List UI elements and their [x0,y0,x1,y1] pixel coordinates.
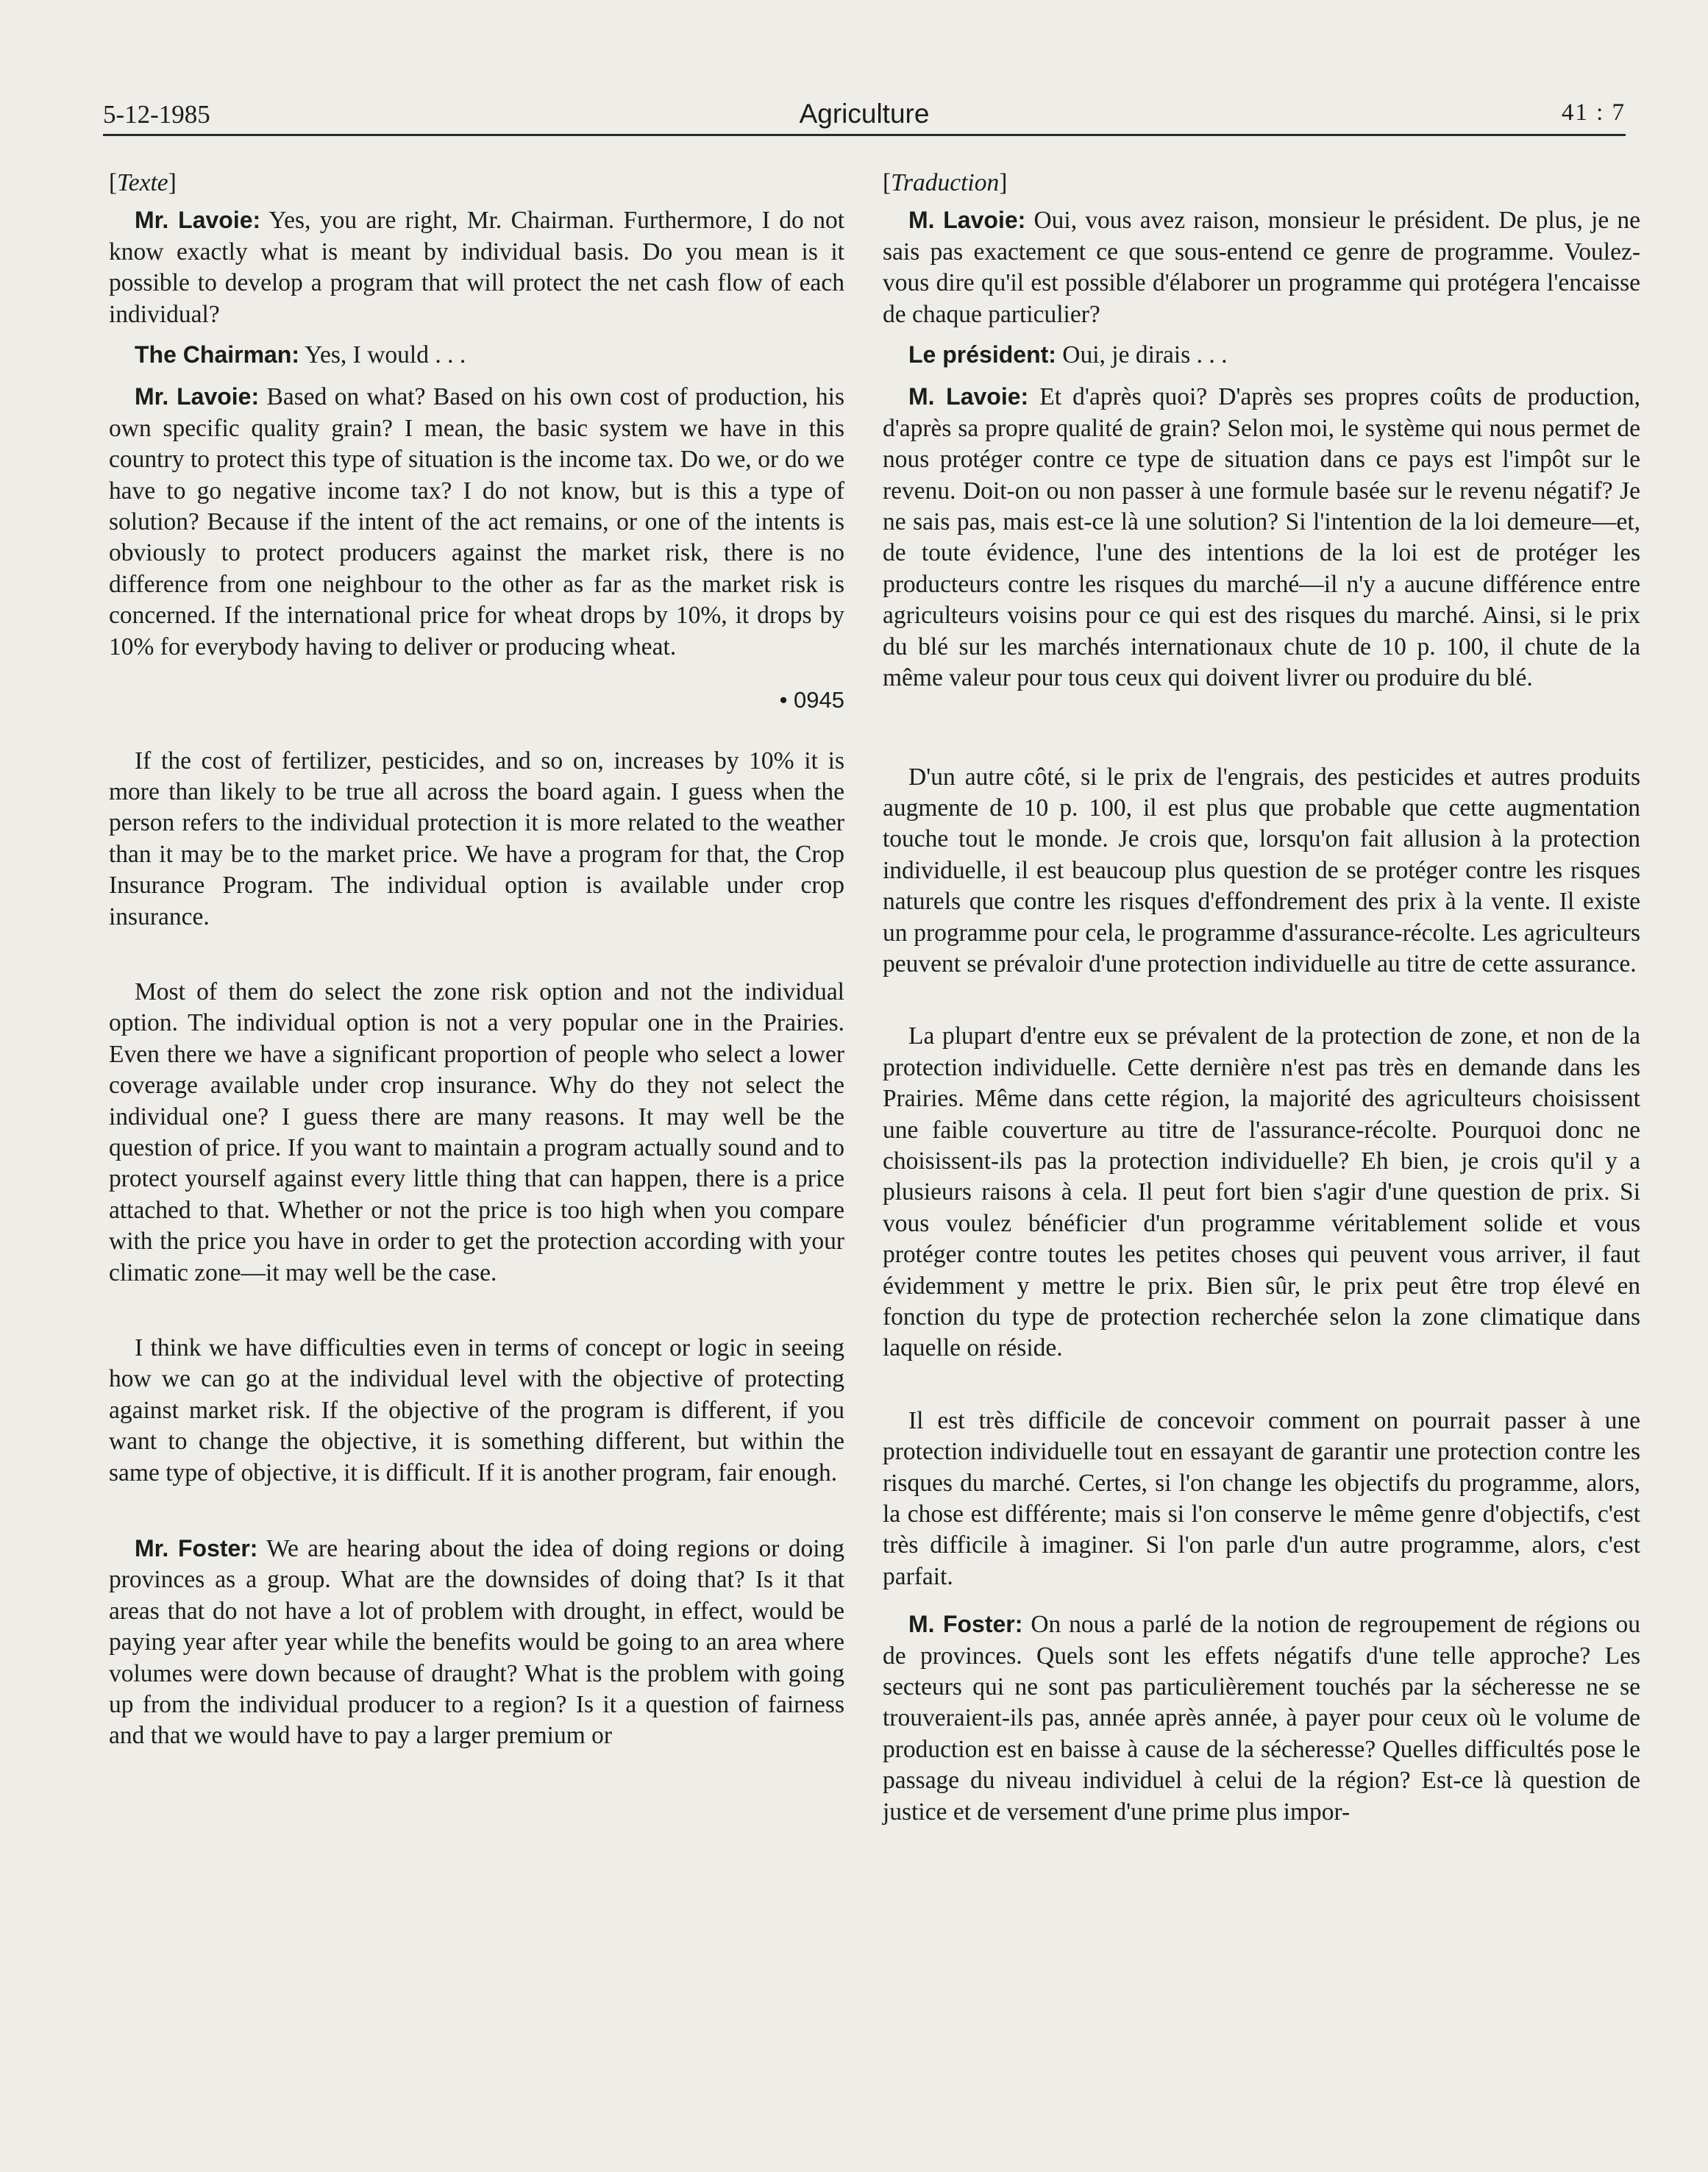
paragraph: Mr. Lavoie: Yes, you are right, Mr. Chairman. Furthermore, I do not know exactly what is meant by individual basis. Do you mean is it possible to develop a program that will protect the net cash flow of each individual? [109,207,845,328]
speaker-name: Mr. Lavoie: [135,207,261,234]
speaker-name: Mr. Lavoie: [135,383,260,410]
page-number: 41 : 7 [1561,99,1626,126]
column-label: [Traduction] [883,169,1008,196]
page-header [103,82,1626,136]
paragraph: La plupart d'entre eux se prévalent de la protection de zone, et non de la protection individuelle. Cette dernière n'est pas très en demande dans les Prairies. Même dans cette région, la majorité des agriculteurs choisissent une faible couverture au titre de l'assurance-récolte. Pourquoi donc ne choisissent-ils pas la protection individuelle? Eh bien, je crois qu'il y a plusieurs raisons à cela. Il peut fort bien s'agir d'une question de prix. Si vous voulez bénéficier d'un programme véritablement solide et vous protéger contre toutes les petites choses qui peuvent vous arriver, il faut évidemment y mettre le prix. Bien sûr, le prix peut être trop élevé en fonction du type de protection recherchée selon la zone climatique dans laquelle on réside. [883,1022,1640,1362]
page-date: 5-12-1985 [103,100,210,129]
time-marker: • 0945 [779,687,844,713]
paragraph: M. Lavoie: Et d'après quoi? D'après ses propres coûts de production, d'après sa propre qualité de grain? Selon moi, le système qui nous permet de nous protéger contre ce type de situation dans ce pays est l'impôt sur le revenu. Doit-on ou non passer à une formule basée sur le revenu négatif? Je ne sais pas, mais est-ce là une solution? Si l'intention de la loi demeure—et, de toute évidence, l'une des intentions de la loi est de protéger les producteurs contre les risques du marché—il n'y a aucune différence entre agriculteurs voisins pour ce qui est des risques du marché. Ainsi, si le prix du blé sur les marchés internationaux chute de 10 p. 100, il chute de la même valeur pour tous ceux qui doivent livrer ou produire du blé. [883,383,1640,692]
page-title: Agriculture [799,99,930,129]
paragraph: The Chairman: Yes, I would . . . [135,341,466,369]
paragraph: Most of them do select the zone risk option and not the individual option. The individual option is not a very popular one in the Prairies. Even there we have a significant proportion of people who select a lower coverage available under crop insurance. Why do they not select the individual one? I guess there are many reasons. It may well be the question of price. If you want to maintain a program actually sound and to protect yourself against every little thing that can happen, there is a price attached to that. Whether or not the price is too high when you compare with the price you have in order to get the protection according with your climatic zone—it may well be the case. [109,978,844,1286]
paragraph: M. Foster: On nous a parlé de la notion de regroupement de régions ou de provinces. Quels sont les effets négatifs d'une telle approche? Les secteurs qui ne sont pas particulièrement touchés par la sécheresse ne se trouveraient-ils pas, année après année, à payer pour ceux où le volume de production est en baisse à cause de la sécheresse? Quelles difficultés pose le passage du niveau individuel à celui de la région? Est-ce là question de justice et de versement d'une prime plus impor- [883,1611,1641,1826]
english-column [109,168,844,1761]
french-column [883,168,1640,1837]
speaker-name: Le président: [908,341,1056,368]
paragraph: M. Lavoie: Oui, vous avez raison, monsieur le président. De plus, je ne sais pas exactement ce que sous-entend ce genre de programme. Voulez-vous dire qu'il est possible d'élaborer un programme qui protégera l'encaisse de chaque particulier? [883,207,1640,328]
paragraph: If the cost of fertilizer, pesticides, and so on, increases by 10% it is more than likely to be true all across the board again. I guess when the person refers to the individual protection it is more related to the weather than it may be to the market price. We have a program for that, the Crop Insurance Program. The individual option is available under crop insurance. [109,747,844,930]
speaker-name: M. Foster: [908,1611,1023,1638]
speaker-name: The Chairman: [135,341,300,368]
paragraph: Le président: Oui, je dirais . . . [908,341,1228,369]
paragraph: I think we have difficulties even in terms of concept or logic in seeing how we can go at the individual level with the objective of protecting against market risk. If the objective of the program is different, if you want to change the objective, it is something different, but within the same type of objective, it is difficult. If it is another program, fair enough. [109,1334,844,1486]
paragraph: Mr. Lavoie: Based on what? Based on his own cost of production, his own specific quality grain? I mean, the basic system we have in this country to protect this type of situation is the income tax. Do we, or do we have to go negative income tax? I do not know, but is this a type of solution? Because if the intent of the act remains, or one of the intents is obviously to protect producers against the market risk, there is no difference from one neighbour to the other as far as the market risk is concerned. If the international price for wheat drops by 10%, it drops by 10% for everybody having to deliver or producing wheat. [109,383,844,660]
paragraph: Mr. Foster: We are hearing about the idea of doing regions or doing provinces as a group. What are the downsides of doing that? Is it that areas that do not have a lot of problem with drought, in effect, would be paying year after year while the benefits would be going to an area where volumes were down because of draught? What is the problem with going up from the individual producer to a region? Is it a question of fairness and that we would have to pay a larger premium or [109,1535,844,1750]
speaker-name: M. Lavoie: [908,207,1026,234]
column-label: [Texte] [109,169,177,196]
paragraph: D'un autre côté, si le prix de l'engrais, des pesticides et autres produits augmente de 10 p. 100, il est plus que probable que cette augmentation touche tout le monde. Je crois que, lorsqu'on fait allusion à la protection individuelle, il est beaucoup plus question de se protéger contre les risques naturels que contre les risques d'effondrement des prix à la vente. Il existe un programme pour cela, le programme d'assurance-récolte. Les agriculteurs peuvent se prévaloir d'une protection individuelle au titre de cette assurance. [883,763,1640,978]
paragraph: Il est très difficile de concevoir comment on pourrait passer à une protection individuelle tout en essayant de garantir une protection contre les risques du marché. Certes, si l'on change les objectifs du programme, alors, la chose est différente; mais si l'on conserve le même genre d'objectifs, c'est très difficile à imaginer. Si l'on parle d'un autre programme, alors, c'est parfait. [883,1406,1640,1590]
speaker-name: Mr. Foster: [135,1535,258,1562]
speaker-name: M. Lavoie: [908,383,1029,410]
